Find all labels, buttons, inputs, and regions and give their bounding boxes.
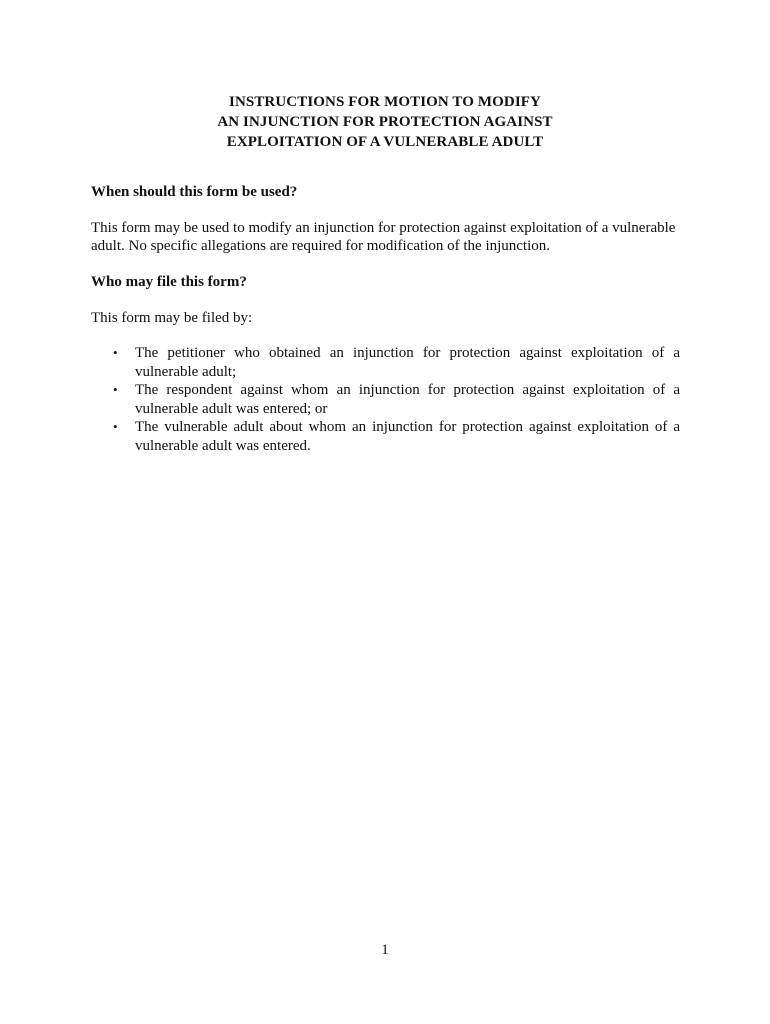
page-number: 1	[381, 942, 389, 958]
paragraph-who: This form may be filed by:	[91, 310, 253, 326]
list-item-text: The respondent against whom an injunction for protection against exploitation of a vulnerable adult was entered; or	[135, 382, 680, 417]
filer-list	[91, 344, 691, 455]
bullet-icon: •	[113, 419, 118, 434]
bullet-icon: •	[113, 345, 118, 360]
bullet-icon: •	[113, 382, 118, 397]
list-item	[91, 344, 680, 381]
section-heading-who: Who may file this form?	[91, 274, 247, 290]
list-item	[91, 381, 680, 418]
list-item-text: The vulnerable adult about whom an injunction for protection against exploitation of a vulnerable adult was entered.	[135, 419, 680, 454]
list-item	[91, 418, 680, 455]
title-line: EXPLOITATION OF A VULNERABLE ADULT	[226, 134, 544, 150]
title-line: INSTRUCTIONS FOR MOTION TO MODIFY	[229, 94, 541, 110]
list-item-text: The petitioner who obtained an injunction for protection against exploitation of a vulnerable adult;	[135, 345, 680, 380]
title-line: AN INJUNCTION FOR PROTECTION AGAINST	[217, 114, 553, 130]
paragraph-when-line-1: This form may be used to modify an injunction for protection against exploitation of a vulnerable	[91, 220, 676, 236]
document-title	[0, 92, 770, 152]
section-heading-when: When should this form be used?	[91, 184, 298, 200]
paragraph-when-line-2: adult. No specific allegations are required for modification of the injunction.	[91, 238, 551, 254]
